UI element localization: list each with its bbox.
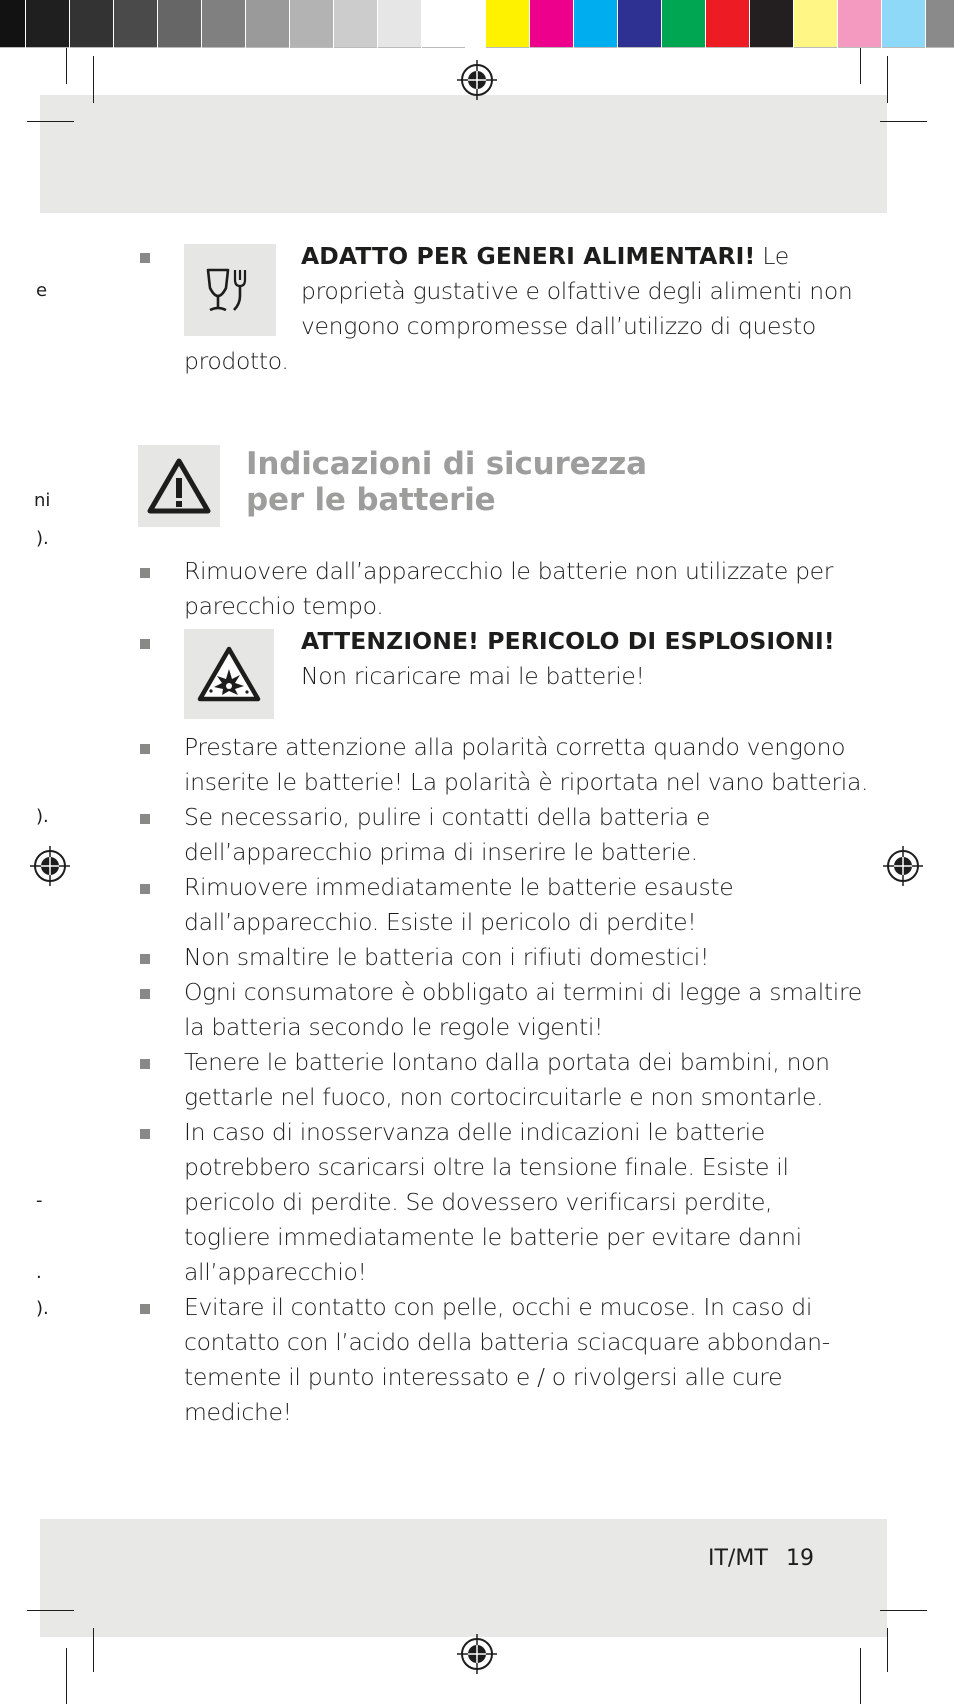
side-fragment: ). <box>36 528 49 549</box>
bullet <box>140 639 150 649</box>
color-swatch <box>838 0 881 48</box>
crop-mark <box>887 56 888 103</box>
crop-mark <box>66 1648 67 1704</box>
bullet <box>140 1059 150 1069</box>
side-fragment: - <box>36 1190 43 1211</box>
bullet <box>140 253 150 263</box>
list-item: Prestare attenzione alla polarità corretta quando vengono inserite le batterie! La polarità è riportata nel vano batteria. <box>184 733 869 796</box>
crop-mark <box>887 1628 888 1672</box>
color-swatch <box>334 0 377 48</box>
color-swatch <box>794 0 837 48</box>
food-safe-text-end: prodotto. <box>184 347 289 375</box>
list-item: Evitare il contatto con pelle, occhi e mucose. In caso di contatto con l’acido della batteria sciacquare abbondan- temente il punto interessato e / o rivolgersi alle cure mediche! <box>184 1293 830 1426</box>
crop-mark <box>860 1648 861 1704</box>
color-swatch <box>378 0 421 48</box>
bullet <box>140 1304 150 1314</box>
list-item: Se necessario, pulire i contatti della batteria e dell’apparecchio prima di inserire le batterie. <box>184 803 711 866</box>
color-swatch <box>750 0 793 48</box>
color-swatch <box>706 0 749 48</box>
color-swatch <box>26 0 69 48</box>
header-band <box>40 95 887 213</box>
warning-triangle-icon <box>138 445 220 527</box>
color-swatch <box>0 0 25 48</box>
registration-mark-icon <box>457 60 497 100</box>
crop-mark <box>880 1610 927 1611</box>
color-calibration-bar <box>0 0 954 48</box>
food-safe-glass-fork-icon <box>184 244 276 336</box>
bullet <box>140 954 150 964</box>
warning-icon-box <box>138 445 220 527</box>
color-swatch <box>246 0 289 48</box>
color-swatch <box>290 0 333 48</box>
section-title: Indicazioni di sicurezza per le batterie <box>246 446 647 518</box>
side-fragment: . <box>36 1262 42 1283</box>
footer-band <box>40 1519 887 1637</box>
registration-mark-icon <box>30 846 70 886</box>
color-swatch <box>70 0 113 48</box>
crop-mark <box>66 48 67 84</box>
bullet <box>140 884 150 894</box>
color-swatch <box>618 0 661 48</box>
crop-mark <box>93 1628 94 1672</box>
explosion-warning-icon <box>184 629 274 719</box>
list-item: Non smaltire le batteria con i rifiuti domestici! <box>184 943 710 971</box>
bullet <box>140 744 150 754</box>
list-item: Ogni consumatore è obbligato ai termini di legge a smaltire la batteria secondo le regole vigenti! <box>184 978 862 1041</box>
side-fragment: ). <box>36 1298 49 1319</box>
color-swatch <box>530 0 573 48</box>
explosion-warning-text: ATTENZIONE! PERICOLO DI ESPLOSIONI! Non ricaricare mai le batterie! <box>301 624 861 694</box>
explosion-warning-title: ATTENZIONE! PERICOLO DI ESPLOSIONI! <box>301 627 835 655</box>
bullet <box>140 989 150 999</box>
food-safe-icon-box <box>184 244 276 336</box>
color-swatch <box>882 0 925 48</box>
bullet <box>140 1129 150 1139</box>
explosion-icon-box <box>184 629 274 719</box>
color-swatch <box>662 0 705 48</box>
food-safe-title: ADATTO PER GENERI ALIMENTARI! <box>301 242 756 270</box>
list-item: In caso di inosservanza delle indicazioni le batterie potrebbero scaricarsi oltre la tensione finale. Esiste il pericolo di perdite. Se dovessero verificarsi perdite, togliere immediatamente le batterie per evitare danni all’apparecchio! <box>184 1118 802 1286</box>
registration-mark-icon <box>883 846 923 886</box>
page-number: 19 <box>786 1546 814 1571</box>
crop-mark <box>93 56 94 103</box>
list-item: Tenere le batterie lontano dalla portata dei bambini, non gettarle nel fuoco, non cortocircuitarle e non smontarle. <box>184 1048 830 1111</box>
side-fragment: ). <box>36 806 49 827</box>
food-safe-text: ADATTO PER GENERI ALIMENTARI! Le proprietà gustative e olfattive degli alimenti non vengono compromesse dall’utilizzo di questo <box>301 242 853 340</box>
crop-mark <box>860 48 861 84</box>
crop-mark <box>27 121 74 122</box>
language-code: IT/MT <box>708 1546 768 1571</box>
color-swatch <box>486 0 529 48</box>
color-swatch <box>202 0 245 48</box>
side-fragment: e <box>36 280 48 301</box>
bullet <box>140 814 150 824</box>
list-item: Rimuovere immediatamente le batterie esauste dall’apparecchio. Esiste il pericolo di perdite! <box>184 873 734 936</box>
bullet <box>140 568 150 578</box>
color-swatch <box>926 0 954 48</box>
registration-mark-icon <box>457 1634 497 1674</box>
color-swatch <box>158 0 201 48</box>
color-swatch <box>574 0 617 48</box>
color-swatch <box>422 0 465 48</box>
crop-mark <box>880 121 927 122</box>
side-fragment: ni <box>34 490 51 511</box>
list-item: Rimuovere dall’apparecchio le batterie non utilizzate per parecchio tempo. <box>184 557 834 620</box>
color-swatch <box>114 0 157 48</box>
crop-mark <box>27 1610 74 1611</box>
